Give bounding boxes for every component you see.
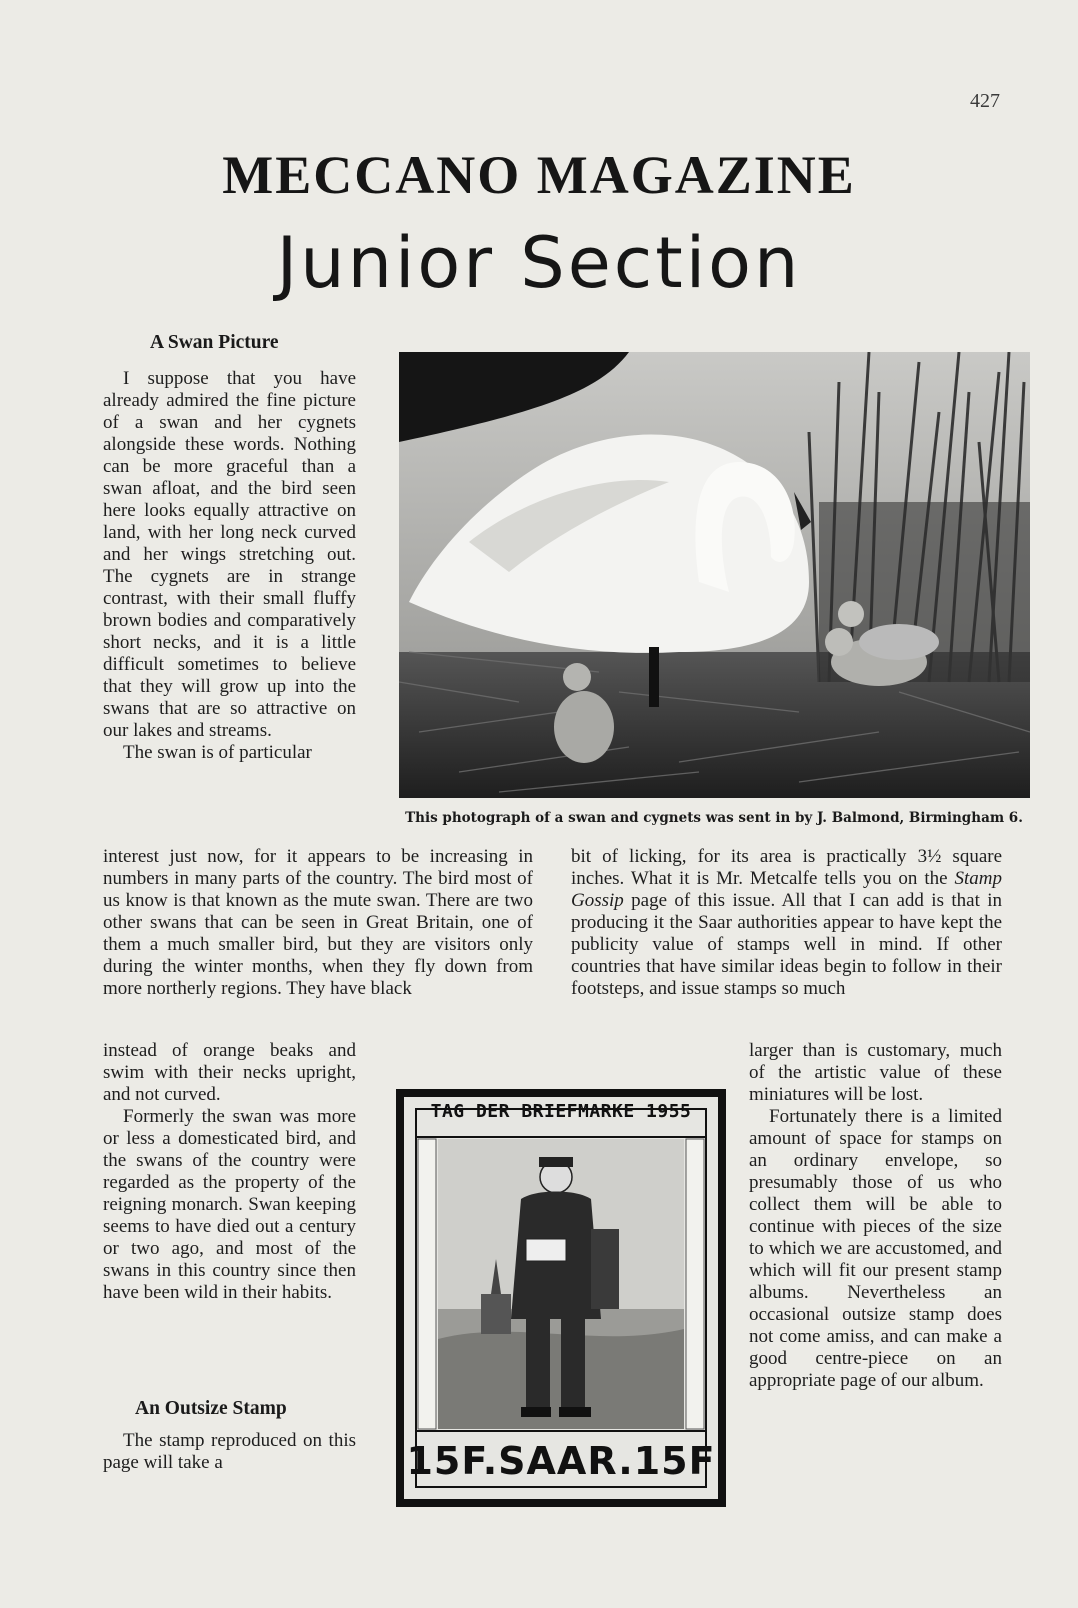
paragraph-start: The stamp reproduced on this page will take a xyxy=(103,1430,356,1473)
paragraph-continued: bit of licking, for its area is practically 3½ square inches. What it is Mr. Metcalfe tells you on the Stamp Gossip page of this issue. All that I can add is that in producing it the Saar authorities appear to have kept the publicity value of stamps well in mind. If other countries that have similar ideas begin to follow in their footsteps, and issue stamps so much xyxy=(571,846,1003,999)
paragraph: I suppose that you have already admired the fine picture of a swan and her cygnets alongside these words. Nothing can be more graceful than a swan afloat, and the bird seen here looks equally attractive on land, with her long neck curved and her wings stretching out. The cygnets are in strange contrast, with their small fluffy brown bodies and comparatively short necks, and it is a little difficult sometimes to believe that they will grow up into the swans that are so attractive on our lakes and streams. xyxy=(103,368,356,741)
stamp-gossip-title: Stamp Gossip xyxy=(571,868,1002,911)
article-swan-column-narrow xyxy=(103,368,356,764)
masthead: MECCANO MAGAZINE xyxy=(222,145,856,205)
article-swan-column-lower xyxy=(103,1040,356,1304)
article-heading-swan-picture: A Swan Picture xyxy=(150,332,279,353)
paragraph-start: The swan is of particular xyxy=(123,742,312,763)
paragraph-continued: interest just now, for it appears to be increasing in numbers in many parts of the country. The bird most of us know is that known as the mute swan. There are two other swans that can be seen in Great Britain, one of them a much smaller bird, but they are visitors only during the winter months, when they fly down from more northerly regions. They have black xyxy=(103,846,533,999)
stamp-value: 15F.SAAR.15F xyxy=(406,1439,716,1483)
paragraph: Fortunately there is a limited amount of space for stamps on an ordinary envelope, so presumably those of us who collect them will be able to continue with pieces of the size to which we are accustomed, and which will fit our present stamp albums. Nevertheless an occasional outsize stamp does not come amiss, and can make a good centre-piece on an appropriate page of our album. xyxy=(749,1106,1002,1391)
swan-photograph xyxy=(399,352,1030,798)
article-heading-outsize-stamp: An Outsize Stamp xyxy=(135,1398,287,1419)
paragraph: Formerly the swan was more or less a domesticated bird, and the swans of the country were regarded as the property of the reigning monarch. Swan keeping seems to have died out a century or two ago, and most of the swans in this country since then have been wild in their habits. xyxy=(103,1106,356,1303)
article-stamp-column-right xyxy=(749,1040,1002,1392)
paragraph-end: larger than is customary, much of the artistic value of these miniatures will be lost. xyxy=(749,1040,1002,1105)
swan-illustration xyxy=(399,352,1030,798)
stamp-image xyxy=(396,1089,726,1507)
page-number: 427 xyxy=(970,90,1000,112)
fraction-value: 3½ xyxy=(917,846,942,867)
paragraph-end: instead of orange beaks and swim with their necks upright, and not curved. xyxy=(103,1040,356,1105)
section-title: Junior Section xyxy=(276,222,802,304)
photo-caption: This photograph of a swan and cygnets was sent in by J. Balmond, Birmingham 6. xyxy=(405,810,1023,826)
article-stamp-column-wide xyxy=(571,846,1002,1000)
article-swan-column-wide xyxy=(103,846,533,1000)
article-stamp-column-left xyxy=(103,1430,356,1474)
stamp-title: TAG DER BRIEFMARKE 1955 xyxy=(430,1101,692,1122)
